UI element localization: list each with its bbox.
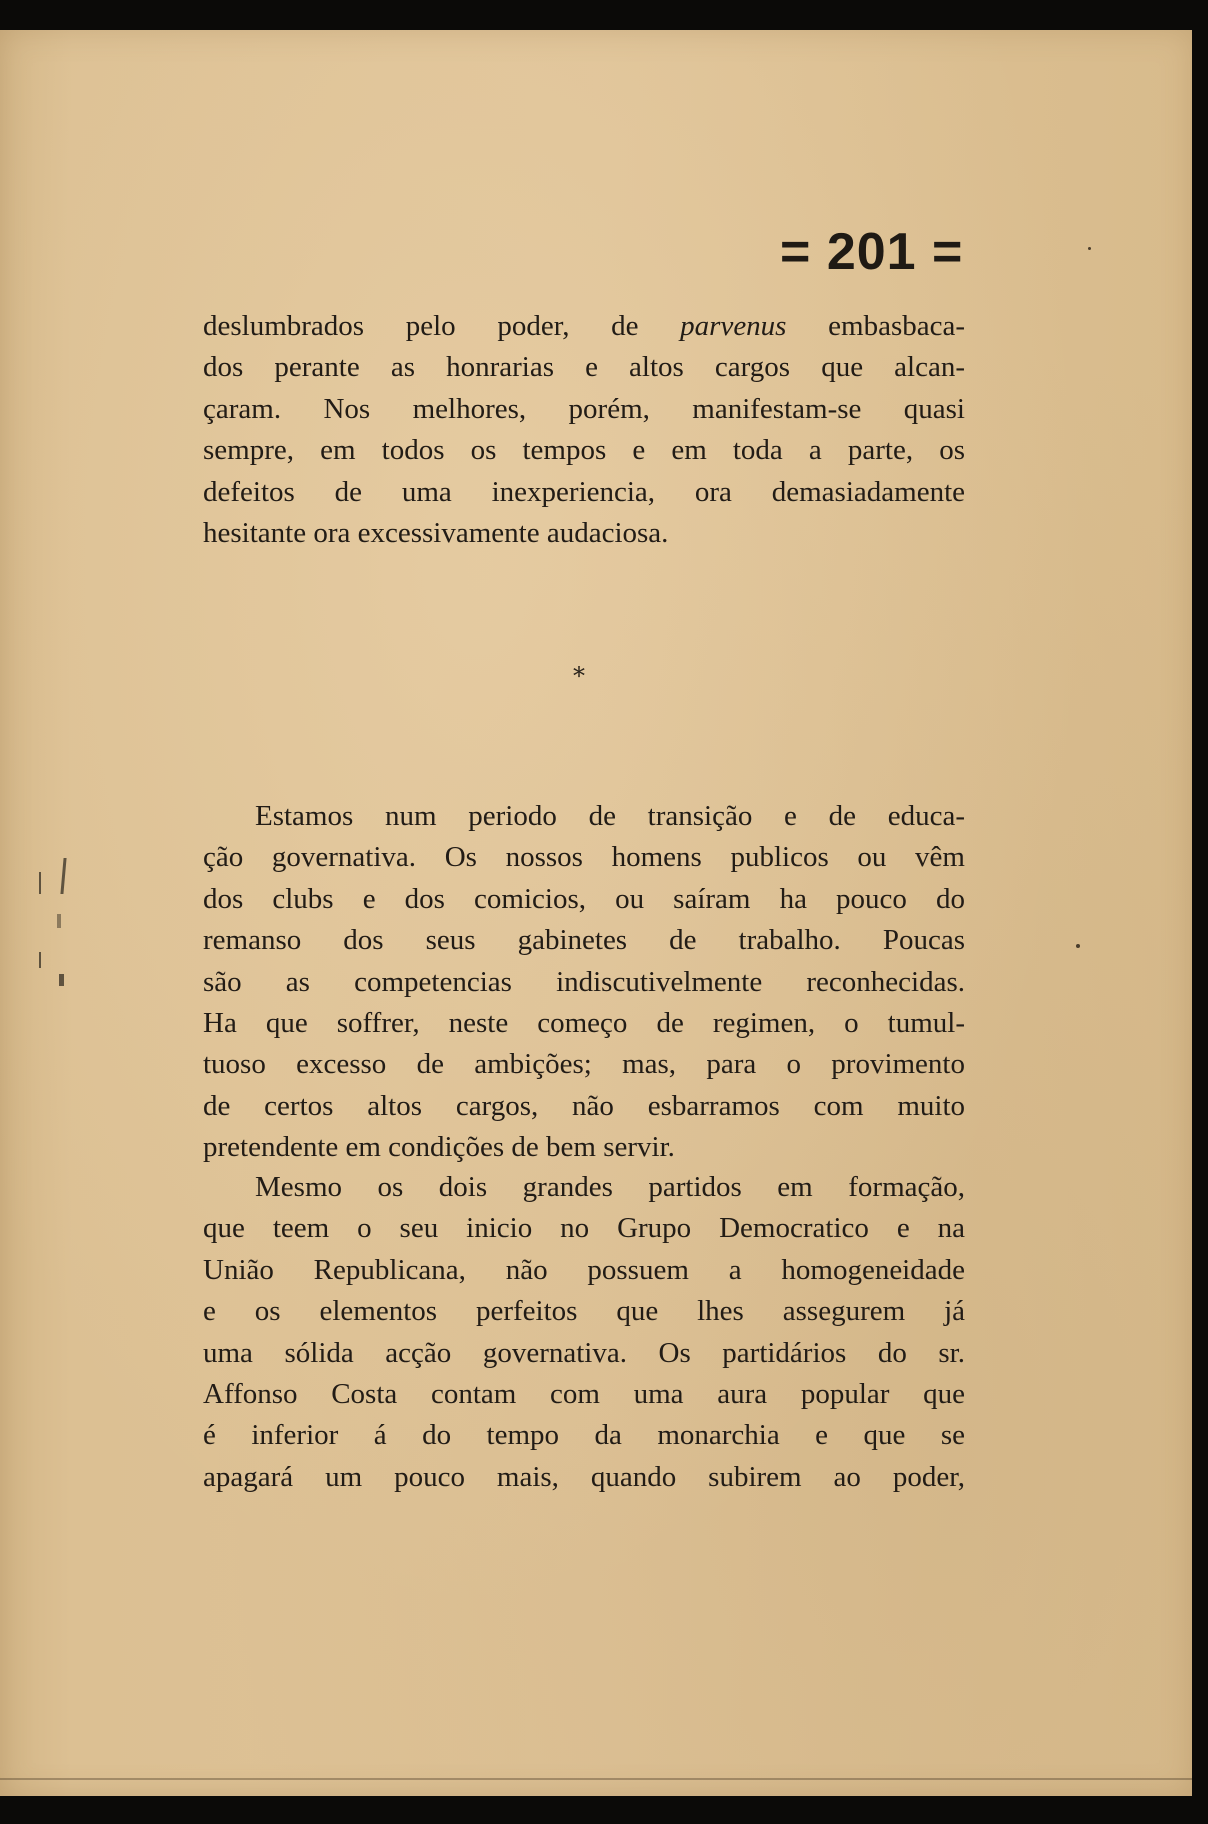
text-line: Affonso Costa contam com uma aura popular que bbox=[203, 1377, 965, 1410]
page-edge-line bbox=[0, 1778, 1192, 1780]
text-line: dos perante as honrarias e altos cargos que alcan- bbox=[203, 351, 965, 384]
text-line: hesitante ora excessivamente audaciosa. bbox=[203, 516, 669, 549]
text-span: embasbaca- bbox=[786, 310, 966, 342]
text-line: tuoso excesso de ambições; mas, para o provimento bbox=[203, 1048, 965, 1081]
text-line: de certos altos cargos, não esbarramos com muito bbox=[203, 1089, 965, 1122]
text-line: apagará um pouco mais, quando subirem ao poder, bbox=[203, 1460, 965, 1493]
text-line: remanso dos seus gabinetes de trabalho. Poucas bbox=[203, 924, 965, 957]
text-line: uma sólida acção governativa. Os partidários do sr. bbox=[203, 1336, 965, 1369]
text-line: ção governativa. Os nossos homens publicos ou vêm bbox=[203, 841, 965, 874]
text-line: União Republicana, não possuem a homogeneidade bbox=[203, 1253, 965, 1286]
text-span: deslumbrados pelo poder, de bbox=[203, 310, 681, 342]
text-line: pretendente em condições de bem servir. bbox=[203, 1131, 675, 1164]
text-line: é inferior á do tempo da monarchia e que se bbox=[203, 1419, 965, 1452]
italic-word: parvenus bbox=[680, 310, 787, 342]
text-line: Ha que soffrer, neste começo de regimen, o tumul- bbox=[203, 1006, 965, 1039]
paper-speck bbox=[1088, 247, 1091, 250]
text-line: dos clubs e dos comicios, ou saíram ha pouco do bbox=[203, 882, 965, 915]
paragraph-continuation bbox=[203, 306, 965, 554]
text-line: sempre, em todos os tempos e em toda a parte, os bbox=[203, 434, 965, 467]
text-line: Mesmo os dois grandes partidos em formação, bbox=[255, 1171, 965, 1203]
margin-mark bbox=[60, 858, 66, 894]
text-line: defeitos de uma inexperiencia, ora demasiadamente bbox=[203, 475, 965, 508]
margin-mark bbox=[39, 872, 41, 894]
book-page bbox=[0, 30, 1192, 1796]
margin-mark bbox=[57, 914, 61, 928]
text-line bbox=[203, 306, 965, 347]
text-line: çaram. Nos melhores, porém, manifestam-se quasi bbox=[203, 392, 965, 425]
margin-mark bbox=[39, 952, 41, 968]
section-separator: * bbox=[573, 662, 585, 690]
paragraph bbox=[203, 1167, 965, 1498]
text-line: são as competencias indiscutivelmente reconhecidas. bbox=[203, 965, 965, 998]
page-number: = 201 = bbox=[780, 223, 964, 281]
text-line: Estamos num periodo de transição e de educa- bbox=[255, 800, 965, 832]
margin-mark bbox=[59, 974, 64, 986]
paragraph bbox=[203, 796, 965, 1169]
text-line: e os elementos perfeitos que lhes assegurem já bbox=[203, 1295, 965, 1328]
text-line: que teem o seu inicio no Grupo Democratico e na bbox=[203, 1212, 965, 1245]
paper-speck bbox=[1076, 944, 1080, 948]
